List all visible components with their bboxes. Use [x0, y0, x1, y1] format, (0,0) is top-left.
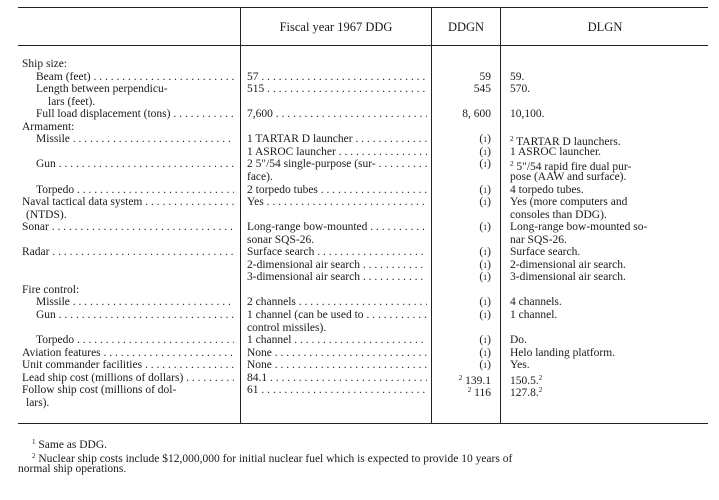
- row-label: Missile . . .: [36, 296, 234, 308]
- row-label: Follow ship cost (millions of dol-: [22, 384, 177, 397]
- cell-ddgn: (1): [479, 296, 491, 309]
- column-divider-1: [240, 7, 241, 423]
- cell-ddgn: (1): [479, 145, 491, 158]
- cell-fy1967-ddg: 2 torpedo tubes . . .: [247, 184, 427, 196]
- row-label: Sonar . . .: [22, 221, 234, 233]
- footnote: normal ship operations.: [18, 463, 127, 475]
- cell-fy1967-ddg: Yes . . .: [247, 196, 427, 208]
- cell-ddgn: $^2$ 116: [467, 386, 491, 400]
- cell-fy1967-ddg: 1 channel (can be used to . . .: [247, 309, 427, 321]
- row-label: lars (feet).: [48, 95, 96, 108]
- row-label: Length between perpendicu-: [36, 83, 168, 96]
- row-label: lars).: [26, 396, 50, 409]
- cell-fy1967-ddg: 57 . . .: [247, 71, 427, 83]
- bottom-rule: [18, 423, 708, 424]
- cell-fy1967-ddg: 3-dimensional air search . . .: [247, 271, 427, 283]
- cell-fy1967-ddg: face).: [247, 170, 273, 183]
- row-label: Lead ship cost (millions of dollars) . . .: [22, 372, 234, 384]
- column-divider-2: [431, 7, 432, 423]
- cell-fy1967-ddg: 1 ASROC launcher . . .: [247, 146, 427, 158]
- cell-ddgn: (1): [479, 183, 491, 196]
- top-rule: [18, 7, 708, 8]
- cell-fy1967-ddg: 61 . . .: [247, 384, 427, 396]
- cell-fy1967-ddg: Surface search . . .: [247, 246, 427, 258]
- row-label: Aviation features . . .: [22, 347, 234, 359]
- row-label: Gun . . .: [36, 309, 234, 321]
- cell-ddgn: (1): [479, 221, 491, 234]
- cell-ddgn: (1): [479, 334, 491, 347]
- cell-fy1967-ddg: 2 5"/54 single-purpose (sur- . . .: [247, 158, 427, 170]
- cell-dlgn: 10,100.: [510, 108, 545, 121]
- cell-dlgn: consoles than DDG).: [510, 208, 607, 221]
- header-dlgn: DLGN: [587, 20, 623, 34]
- row-label: Radar . . .: [22, 246, 234, 258]
- cell-dlgn: 127.8.$^2$: [510, 386, 543, 400]
- cell-dlgn: Long-range bow-mounted so-: [510, 221, 648, 234]
- header-rule: [18, 45, 708, 46]
- cell-ddgn: (1): [479, 271, 491, 284]
- cell-fy1967-ddg: Long-range bow-mounted . . .: [247, 221, 427, 233]
- cell-ddgn: 545: [473, 83, 491, 96]
- cell-fy1967-ddg: 2-dimensional air search . . .: [247, 259, 427, 271]
- cell-ddgn: (1): [479, 309, 491, 321]
- cell-dlgn: 4 channels.: [510, 296, 562, 309]
- cell-ddgn: 8, 600: [462, 108, 491, 121]
- row-label: Beam (feet) . . .: [36, 71, 234, 83]
- cell-fy1967-ddg: sonar SQS-26.: [247, 233, 315, 246]
- row-label: Torpedo . . .: [36, 184, 234, 196]
- row-label: Torpedo . . .: [36, 334, 234, 346]
- cell-ddgn: (1): [479, 246, 491, 259]
- cell-ddgn: (1): [479, 346, 491, 359]
- cell-dlgn: Do.: [510, 334, 527, 347]
- cell-dlgn: 59.: [510, 70, 525, 83]
- cell-ddgn: (1): [479, 359, 491, 372]
- footnote: $^1$ Same as DDG.: [32, 438, 108, 451]
- row-label: (NTDS).: [26, 208, 67, 221]
- cell-fy1967-ddg: 2 channels . . .: [247, 296, 427, 308]
- cell-ddgn: 59: [479, 70, 491, 83]
- cell-dlgn: Yes (more computers and: [510, 196, 628, 209]
- header-fiscal-1967-ddg: Fiscal year 1967 DDG: [279, 20, 393, 34]
- cell-ddgn: (1): [479, 196, 491, 209]
- cell-dlgn: 2-dimensional air search.: [510, 258, 626, 271]
- row-label: Armament:: [22, 120, 75, 133]
- cell-dlgn: 1 channel.: [510, 309, 558, 321]
- cell-dlgn: pose (AAW and surface).: [510, 170, 627, 183]
- cell-fy1967-ddg: None . . .: [247, 359, 427, 371]
- cell-dlgn: 570.: [510, 83, 531, 96]
- cell-dlgn: $^2$ 5"/54 rapid fire dual pur-: [510, 160, 632, 174]
- cell-ddgn: (1): [479, 258, 491, 271]
- cell-dlgn: 3-dimensional air search.: [510, 271, 626, 284]
- cell-dlgn: $^2$ TARTAR D launchers.: [510, 135, 621, 149]
- cell-ddgn: $^2$ 139.1: [458, 373, 491, 387]
- cell-dlgn: Helo landing platform.: [510, 346, 616, 359]
- cell-dlgn: Yes.: [510, 359, 530, 372]
- cell-dlgn: 1 ASROC launcher.: [510, 145, 602, 158]
- row-label: Fire control:: [22, 283, 80, 296]
- row-label: Full load displacement (tons) . . .: [36, 108, 234, 120]
- row-label: Gun . . .: [36, 158, 234, 170]
- cell-fy1967-ddg: 84.1 . . .: [247, 372, 427, 384]
- column-divider-3: [500, 7, 501, 423]
- cell-dlgn: nar SQS-26.: [510, 233, 567, 246]
- cell-fy1967-ddg: 1 channel . . .: [247, 334, 427, 346]
- cell-dlgn: Surface search.: [510, 246, 581, 259]
- cell-dlgn: 150.5.$^2$: [510, 373, 543, 387]
- cell-fy1967-ddg: control missiles).: [247, 321, 327, 334]
- cell-ddgn: (1): [479, 133, 491, 146]
- cell-fy1967-ddg: 515 . . .: [247, 83, 427, 95]
- footnote: $^2$ Nuclear ship costs include $12,000,000 for initial nuclear fuel which is expected to provide 10 years of: [32, 452, 513, 465]
- cell-fy1967-ddg: 1 TARTAR D launcher . . .: [247, 133, 427, 145]
- row-label: Missile . . .: [36, 133, 234, 145]
- cell-fy1967-ddg: 7,600 . . .: [247, 108, 427, 120]
- cell-fy1967-ddg: None . . .: [247, 347, 427, 359]
- header-ddgn: DDGN: [447, 20, 485, 34]
- row-label: Ship size:: [22, 58, 68, 70]
- cell-dlgn: 4 torpedo tubes.: [510, 183, 584, 196]
- cell-ddgn: (1): [479, 158, 491, 171]
- row-label: Naval tactical data system . . .: [22, 196, 234, 208]
- row-label: Unit commander facilities . . .: [22, 359, 234, 371]
